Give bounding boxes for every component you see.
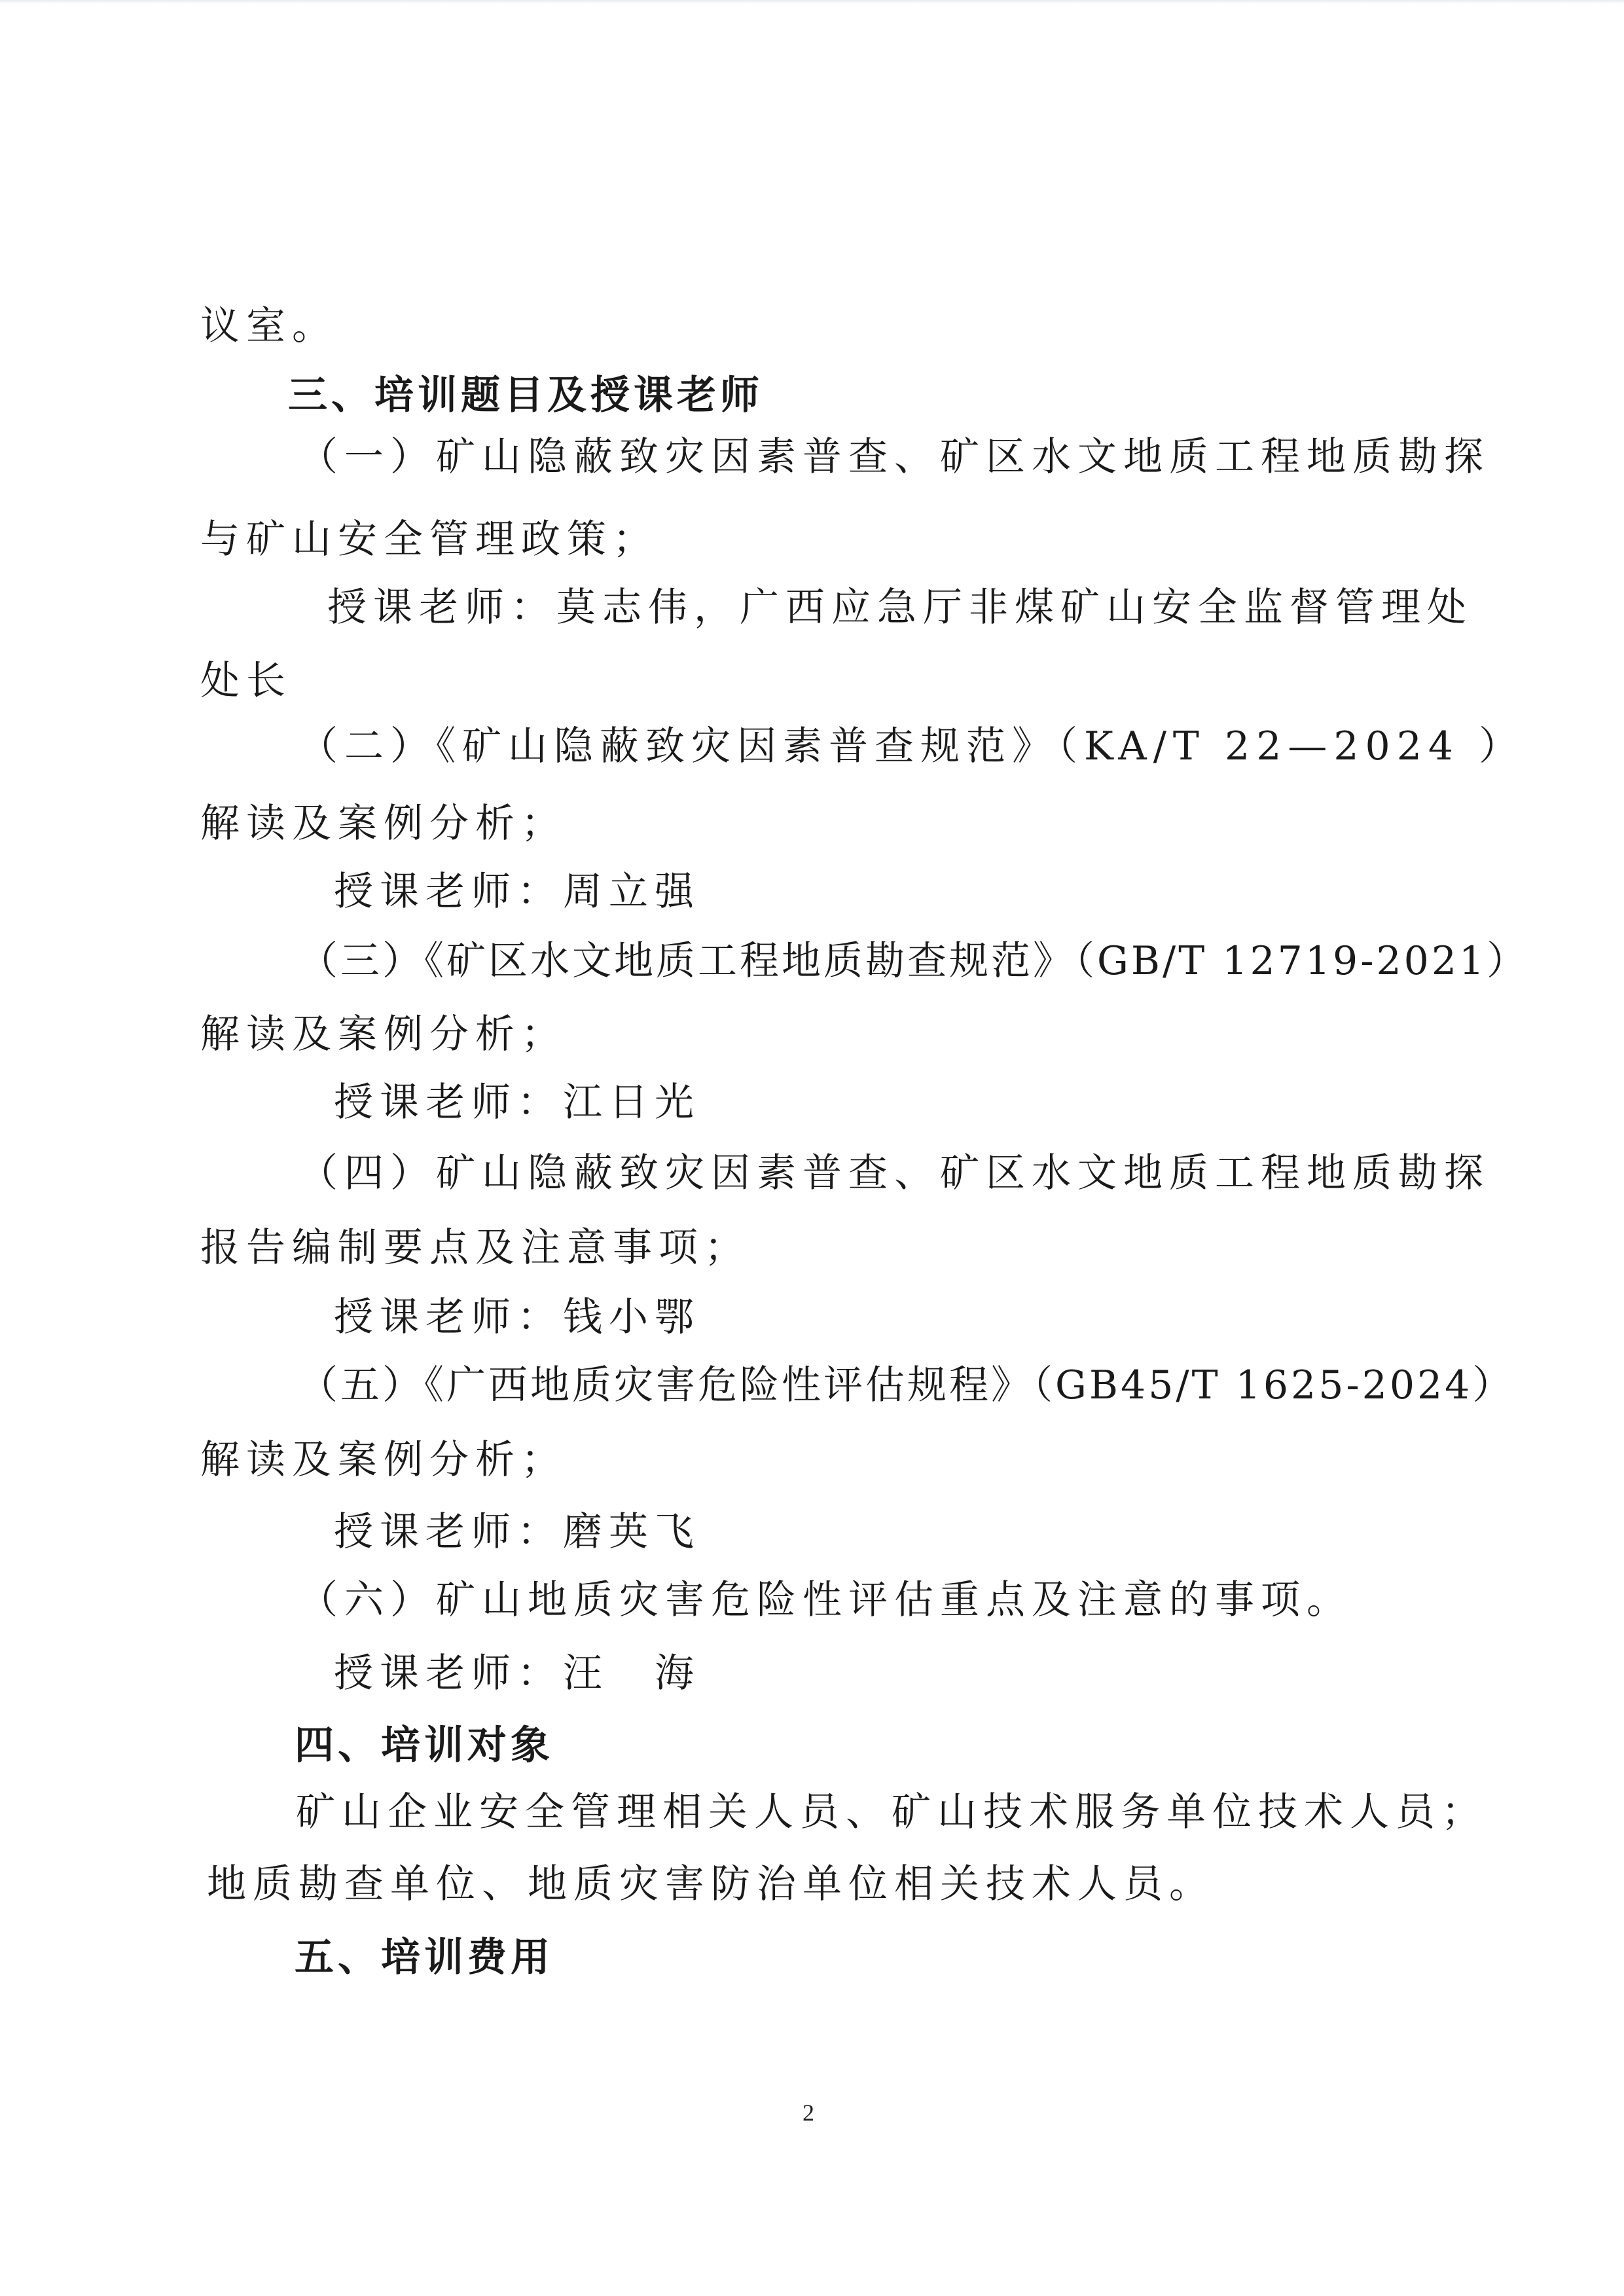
topic-1-line: （一）矿山隐蔽致灾因素普查、矿区水文地质工程地质勘探 [298,434,1490,480]
topic-2-line: （二）《矿山隐蔽致灾因素普查规范》（KA/T 22—2024 ） [298,723,1525,769]
topic-2-instructor: 授课老师：周立强 [334,869,700,915]
topic-6-line: （六）矿山地质灾害危险性评估重点及注意的事项。 [298,1577,1352,1623]
section-heading-training-topics: 三、培训题目及授课老师 [288,373,763,418]
topic-5-line: （五）《广西地质灾害危险性评估规程》（GB45/T 1625-2024） [298,1362,1515,1408]
audience-line: 地质勘查单位、地质灾害防治单位相关技术人员。 [207,1861,1215,1907]
topic-1-instructor: 授课老师：莫志伟，广西应急厅非煤矿山安全监督管理处 [327,585,1473,630]
section-heading-training-fees: 五、培训费用 [295,1935,554,1980]
topic-4-instructor: 授课老师：钱小鄂 [334,1294,700,1340]
topic-3-line: （三）《矿区水文地质工程地质勘查规范》（GB/T 12719-2021） [298,938,1529,984]
topic-1-line: 与矿山安全管理政策； [200,517,659,562]
scan-top-edge [0,0,1624,4]
topic-5-instructor: 授课老师：磨英飞 [334,1509,700,1555]
text-line: 议室。 [200,303,338,349]
topic-1-instructor: 处长 [200,658,292,704]
topic-2-line: 解读及案例分析； [200,801,567,847]
topic-4-line: 报告编制要点及注意事项； [200,1225,750,1271]
topic-5-line: 解读及案例分析； [200,1437,567,1483]
audience-line: 矿山企业安全管理相关人员、矿山技术服务单位技术人员； [296,1789,1487,1835]
topic-3-instructor: 授课老师：江日光 [334,1080,700,1125]
topic-3-line: 解读及案例分析； [200,1011,567,1057]
section-heading-training-audience: 四、培训对象 [295,1722,554,1768]
page-number: 2 [803,2100,814,2126]
topic-6-instructor: 授课老师：汪 海 [334,1650,700,1696]
topic-4-line: （四）矿山隐蔽致灾因素普查、矿区水文地质工程地质勘探 [298,1150,1490,1196]
